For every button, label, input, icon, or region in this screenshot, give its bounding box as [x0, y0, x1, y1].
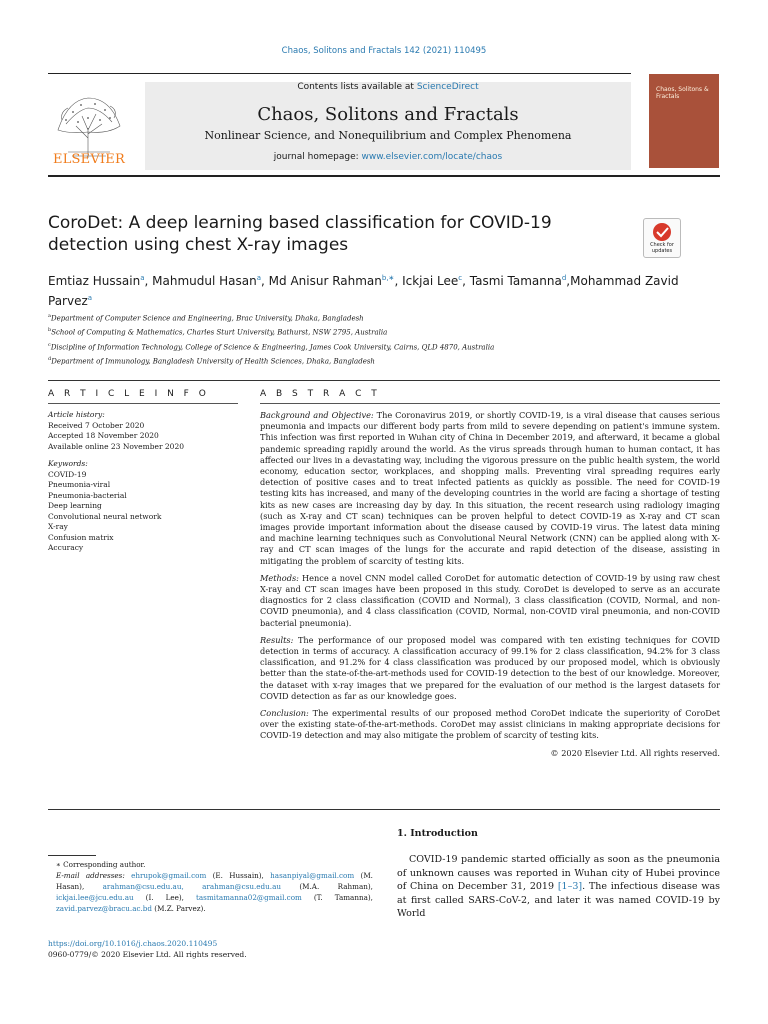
history-accepted: Accepted 18 November 2020 [48, 431, 159, 440]
affiliation-list [48, 310, 688, 367]
author-affiliation-marker[interactable]: a [87, 294, 93, 302]
header-top-rule [48, 73, 631, 74]
email-owner: (M.A. Rahman), [299, 882, 373, 891]
citation-link[interactable]: [1–3] [557, 881, 583, 892]
abstract-bottom-rule [48, 809, 720, 810]
keyword: Convolutional neural network [48, 511, 162, 521]
author-separator: , [261, 274, 269, 288]
abstract-copyright: © 2020 Elsevier Ltd. All rights reserved. [550, 747, 720, 758]
keyword: Deep learning [48, 501, 102, 510]
journal-cover-title: Chaos, Solitons & Fractals [656, 86, 709, 100]
affiliation [48, 324, 688, 338]
corresponding-note: ∗ Corresponding author. [56, 860, 146, 869]
affiliation-text: Discipline of Information Technology, College of Science & Engineering, James Cook University, Cairns, QLD 4870, Australia [50, 342, 495, 351]
abstract-conclusion [260, 708, 720, 742]
affiliation [48, 353, 688, 367]
journal-citation[interactable]: Chaos, Solitons and Fractals 142 (2021) 110495 [281, 46, 487, 56]
contents-line [145, 82, 631, 92]
homepage-prefix: journal homepage: [273, 152, 362, 162]
intro-heading: 1. Introduction [397, 828, 478, 839]
abstract-text: The experimental results of our proposed method CoroDet indicate the superiority of CoroDet over the existing state-of-the-art-methods. CoroDet may assist clinicians in making appropriate decisions for COVID-19 detection and may also mitigate the problem of scarcity of testing kits. [260, 708, 720, 741]
history-label: Article history: [48, 410, 105, 419]
abstract-text: The performance of our proposed model was compared with ten existing techniques for COVID detection in terms of accuracy. A classification accuracy of 99.1% for 2 class classification, 94.2% for 3 class classification, and 91.2% for 4 class classification was produced by our proposed model, which is obviously better than the state-of-the-art-methods used for COVID-19 detection to the best of our knowledge. Moreover, the dataset with x-ray images that we prepared for the evaluation of our method is the largest datasets for COVID detection as far as our knowledge goes. [260, 634, 720, 701]
author-affiliation-marker[interactable]: d [561, 274, 567, 282]
affiliation-marker: b [48, 327, 52, 334]
abstract-methods [260, 573, 720, 629]
homepage-link[interactable]: www.elsevier.com/locate/chaos [361, 152, 503, 162]
affiliation-text: Department of Computer Science and Engineering, Brac University, Dhaka, Bangladesh [50, 314, 364, 323]
email-link[interactable]: arahman@csu.edu.au [202, 882, 281, 891]
author-separator: , [462, 274, 470, 288]
email-owner: (I. Lee), [145, 893, 184, 902]
footnote [48, 859, 373, 914]
keyword: Confusion matrix [48, 532, 114, 542]
author-name[interactable]: Mohammad Zavid Parvez [48, 274, 679, 308]
author-affiliation-marker[interactable]: a [140, 274, 145, 282]
email-owner: (E. Hussain), [212, 871, 264, 880]
author-name[interactable]: Md Anisur Rahman [268, 274, 382, 288]
affiliation-marker: c [48, 341, 51, 348]
abstract-label: Background and Objective: [260, 410, 374, 420]
author-name[interactable]: Mahmudul Hasan [152, 274, 257, 288]
email-owner: (M. Hasan), [56, 871, 373, 891]
abstract-background [260, 410, 720, 567]
abstract-heading: A B S T R A C T [260, 389, 381, 399]
keyword: COVID-19 [48, 469, 87, 479]
abstract-body [260, 410, 720, 759]
check-updates-label: Check for updates [650, 242, 674, 254]
affiliation-marker: a [48, 313, 51, 319]
keyword: Accuracy [48, 543, 84, 552]
article-info [48, 410, 248, 554]
homepage-line [145, 152, 631, 162]
affiliation [48, 339, 688, 353]
email-list [48, 870, 373, 914]
author-separator: , [566, 274, 571, 288]
author-name[interactable]: Tasmi Tamanna [469, 274, 562, 288]
author-affiliation-marker[interactable]: a [256, 274, 262, 282]
abstract-text: The Coronavirus 2019, or shortly COVID-19, is a viral disease that causes serious pneumonia and impacts our different body parts from mild to severe depending on patient's immune system. This infection was first reported in Wuhan city of China in December 2019, and afterward, it became a global pandemic spreading rapidly around the world. As the virus spreads through human to human contact, it has affected our lives in a devastating way, including the vigorous pressure on the public health system, the world economy, education sector, workplaces, and shopping malls. Preventing viral spreading requires early detection of positive cases and to treat infected patients as quickly as possible. The need for COVID-19 testing kits has increased, and many of the developing countries in the world are facing a shortage of testing kits as new cases are increasing day by day. In this situation, the recent research using radiology imaging (such as X-ray and CT scan) techniques can be proven helpful to detect COVID-19 as X-ray and CT scan images provide important information about the disease caused by COVID-19 virus. The latest data mining and machine learning techniques such as Convolutional Neural Network (CNN) can be applied along with X-ray and CT scan images of the lungs for the accurate and rapid detection of the disease, assisting in mitigating the problem of scarcity of testing kits. [260, 410, 720, 566]
email-link[interactable]: arahman@csu.edu.au, [102, 882, 184, 891]
footnote-rule [48, 855, 96, 856]
author-name[interactable]: Emtiaz Hussain [48, 274, 141, 288]
author-list [48, 270, 688, 310]
author-name[interactable]: Ickjai Lee [402, 274, 459, 288]
abstract-text: Hence a novel CNN model called CoroDet for automatic detection of COVID-19 by using raw chest X-ray and CT scan images have been proposed in this study. CoroDet is developed to serve as an accurate diagnostics for 2 class classification (COVID and Normal), 3 class classification (COVID, Normal, and non-COVID pneumonia), and 4 class classification (COVID, Normal, non-COVID viral pneumonia, and non-COVID bacterial pneumonia). [260, 572, 720, 628]
info-rule [48, 403, 238, 404]
header-bottom-rule [48, 175, 720, 177]
email-link[interactable]: ickjai.lee@jcu.edu.au [56, 893, 134, 902]
abstract-label: Methods: [260, 572, 299, 583]
contents-prefix: Contents lists available at [297, 82, 417, 92]
affiliation-text: School of Computing & Mathematics, Charles Sturt University, Bathurst, NSW 2795, Australia [51, 328, 388, 337]
email-link[interactable]: hasanpiyal@gmail.com [270, 871, 355, 880]
email-owner: (M.Z. Parvez). [154, 904, 206, 913]
intro-text: COVID-19 pandemic started officially as soon as the pneumonia of unknown causes was reported in Wuhan city of Hubei province of China on December 31, 2019 [397, 854, 720, 892]
history-received: Received 7 October 2020 [48, 420, 145, 430]
paper-title: CoroDet: A deep learning based classification for COVID-19 detection using chest X-ray images [48, 213, 552, 255]
keyword: X-ray [48, 522, 68, 531]
email-owner: (T. Tamanna), [313, 893, 373, 902]
journal-title: Chaos, Solitons and Fractals [257, 104, 519, 125]
section-rule [48, 380, 720, 381]
history-online: Available online 23 November 2020 [48, 441, 184, 451]
intro-text: . The infectious disease was at first called SARS-CoV-2, and later it was named COVID-19 by World [397, 881, 721, 919]
keyword: Pneumonia-viral [48, 480, 111, 489]
email-link[interactable]: zavid.parvez@bracu.ac.bd [56, 904, 152, 913]
check-updates-icon [644, 219, 680, 243]
article-info-heading: A R T I C L E I N F O [48, 389, 210, 399]
keyword: Pneumonia-bacterial [48, 490, 127, 500]
abstract-label: Conclusion: [260, 708, 309, 719]
sciencedirect-link[interactable]: ScienceDirect [416, 82, 479, 92]
keywords-label: Keywords: [48, 459, 88, 468]
affiliation-marker: d [48, 355, 52, 362]
email-link[interactable]: tasmitamanna02@gmail.com [195, 893, 302, 902]
affiliation [48, 310, 688, 324]
abstract-label: Results: [260, 634, 294, 645]
intro-paragraph [397, 853, 720, 921]
author-affiliation-marker[interactable]: b,∗ [381, 274, 395, 282]
doi-block [48, 938, 247, 960]
journal-subtitle: Nonlinear Science, and Nonequilibrium and Complex Phenomena [204, 129, 572, 142]
affiliation-text: Department of Immunology, Bangladesh University of Health Sciences, Dhaka, Bangladesh [51, 357, 375, 366]
abstract-results [260, 635, 720, 702]
issn-line: 0960-0779/© 2020 Elsevier Ltd. All rights reserved. [48, 950, 247, 959]
email-label: E-mail addresses: [56, 871, 125, 880]
author-separator: , [394, 274, 403, 288]
email-link[interactable]: ehrupok@gmail.com [131, 871, 207, 880]
elsevier-wordmark: ELSEVIER [53, 152, 125, 167]
author-separator: , [144, 274, 153, 288]
doi-link[interactable]: https://doi.org/10.1016/j.chaos.2020.110495 [48, 939, 218, 948]
abstract-rule [260, 403, 720, 404]
author-affiliation-marker[interactable]: c [458, 274, 463, 282]
